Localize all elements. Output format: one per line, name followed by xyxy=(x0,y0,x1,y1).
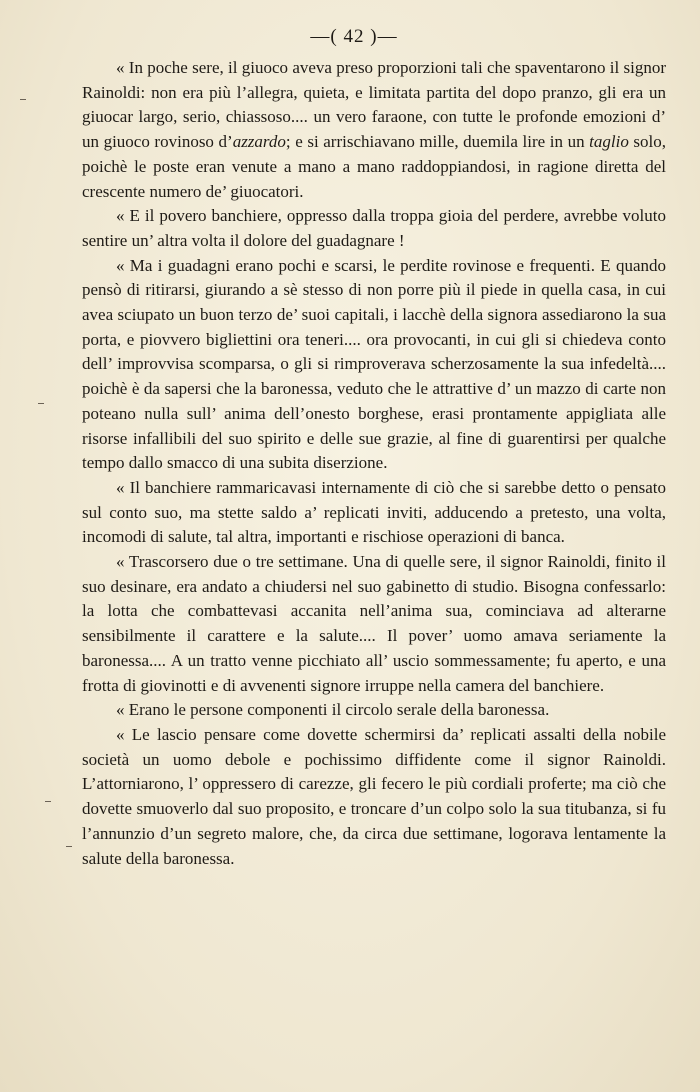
paragraph-1-text-b: ; e si arrischiavano mille, duemila lire in un xyxy=(285,132,590,152)
paragraph-5: « Trascorsero due o tre settimane. Una di quelle sere, il signor Rainoldi, finito il suo desinare, era andato a chiudersi nel suo gabinetto di studio. Bisogna confessarlo: la lotta che combattevasi accanita nell’anima sua, cominciava ad alterarne sensibilmente il carattere e la salute.... Il pover’ uomo amava seriamente la baronessa.... A un tratto venne picchiato all’ uscio sommessamente; fu aperto, e una frotta di giovinotti e di avvenenti signore irruppe nella camera del banchiere. xyxy=(82,552,666,695)
paragraph-6: « Erano le persone componenti il circolo serale della baronessa. xyxy=(116,700,550,720)
paragraph-4: « Il banchiere rammaricavasi internamente di ciò che si sarebbe detto o pensato sul conto suo, ma stette saldo a’ replicati inviti, adducendo a pretesto, una volta, incomodi di salute, tal altra, importanti e rischiose operazioni di banca. xyxy=(82,477,666,547)
body-text xyxy=(82,56,666,871)
page-number: —( 42 )— xyxy=(310,26,398,47)
margin-mark xyxy=(45,801,51,802)
paragraph-1-text-c: solo, poichè le poste eran venute a mano a mano raddoppiandosi, in ragione diretta del crescente numero de’ giuocatori. xyxy=(82,132,666,201)
paragraph-1 xyxy=(82,56,666,204)
paragraph-1-italic-a: azzardo xyxy=(232,132,286,152)
margin-mark xyxy=(66,846,72,847)
paragraph-1-text-a: « In poche sere, il giuoco aveva preso proporzioni tali che spaventarono il signor Rainoldi: non era più l’allegra, quieta, e limitata partita del dopo pranzo, gli era un giuocar largo, serio, chiassoso.... un vero faraone, con tutte le profonde emozioni d’ un giuoco rovinoso d’ xyxy=(82,58,666,152)
paragraph-2: « E il povero banchiere, oppresso dalla troppa gioia del perdere, avrebbe voluto sentire un’ altra volta il dolore del guadagnare ! xyxy=(82,206,666,250)
paragraph-7: « Le lascio pensare come dovette schermirsi da’ replicati assalti della nobile società un uomo debole e pochissimo diffidente come il signor Rainoldi. L’attorniarono, l’ oppressero di carezze, gli fecero le più cordiali proferte; ma ciò che dovette smuoverlo dal suo proposito, e troncare d’un colpo solo la sua titubanza, si fu l’annunzio d’un segreto malore, che, da circa due settimane, logorava lentamente la salute della baronessa. xyxy=(82,724,666,868)
paragraph-3: « Ma i guadagni erano pochi e scarsi, le perdite rovinose e frequenti. E quando pensò di ritirarsi, giurando a sè stesso di non porre più il piede in quella casa, in cui avea sciupato un buon terzo de’ suoi capitali, i lacchè della signora assediarono la sua porta, e piovvero bigliettini ora teneri.... ora provocanti, in cui gli si chiedeva conto dell’ improvvisa scomparsa, o gli si rimproverava scherzosamente la sua infedeltà.... poichè è da sapersi che la baronessa, veduto che le attrattive d’ un mazzo di carte non poteano nulla sull’ anima dell’onesto borghese, erasi prontamente appigliata alle risorse infallibili del suo spirito e delle sue grazie, al fine di guarentirsi per qualche tempo dallo smacco di una subita diserzione. xyxy=(82,255,666,473)
margin-mark xyxy=(38,403,44,404)
margin-mark xyxy=(20,99,26,100)
paragraph-1-italic-b: taglio xyxy=(589,132,629,152)
